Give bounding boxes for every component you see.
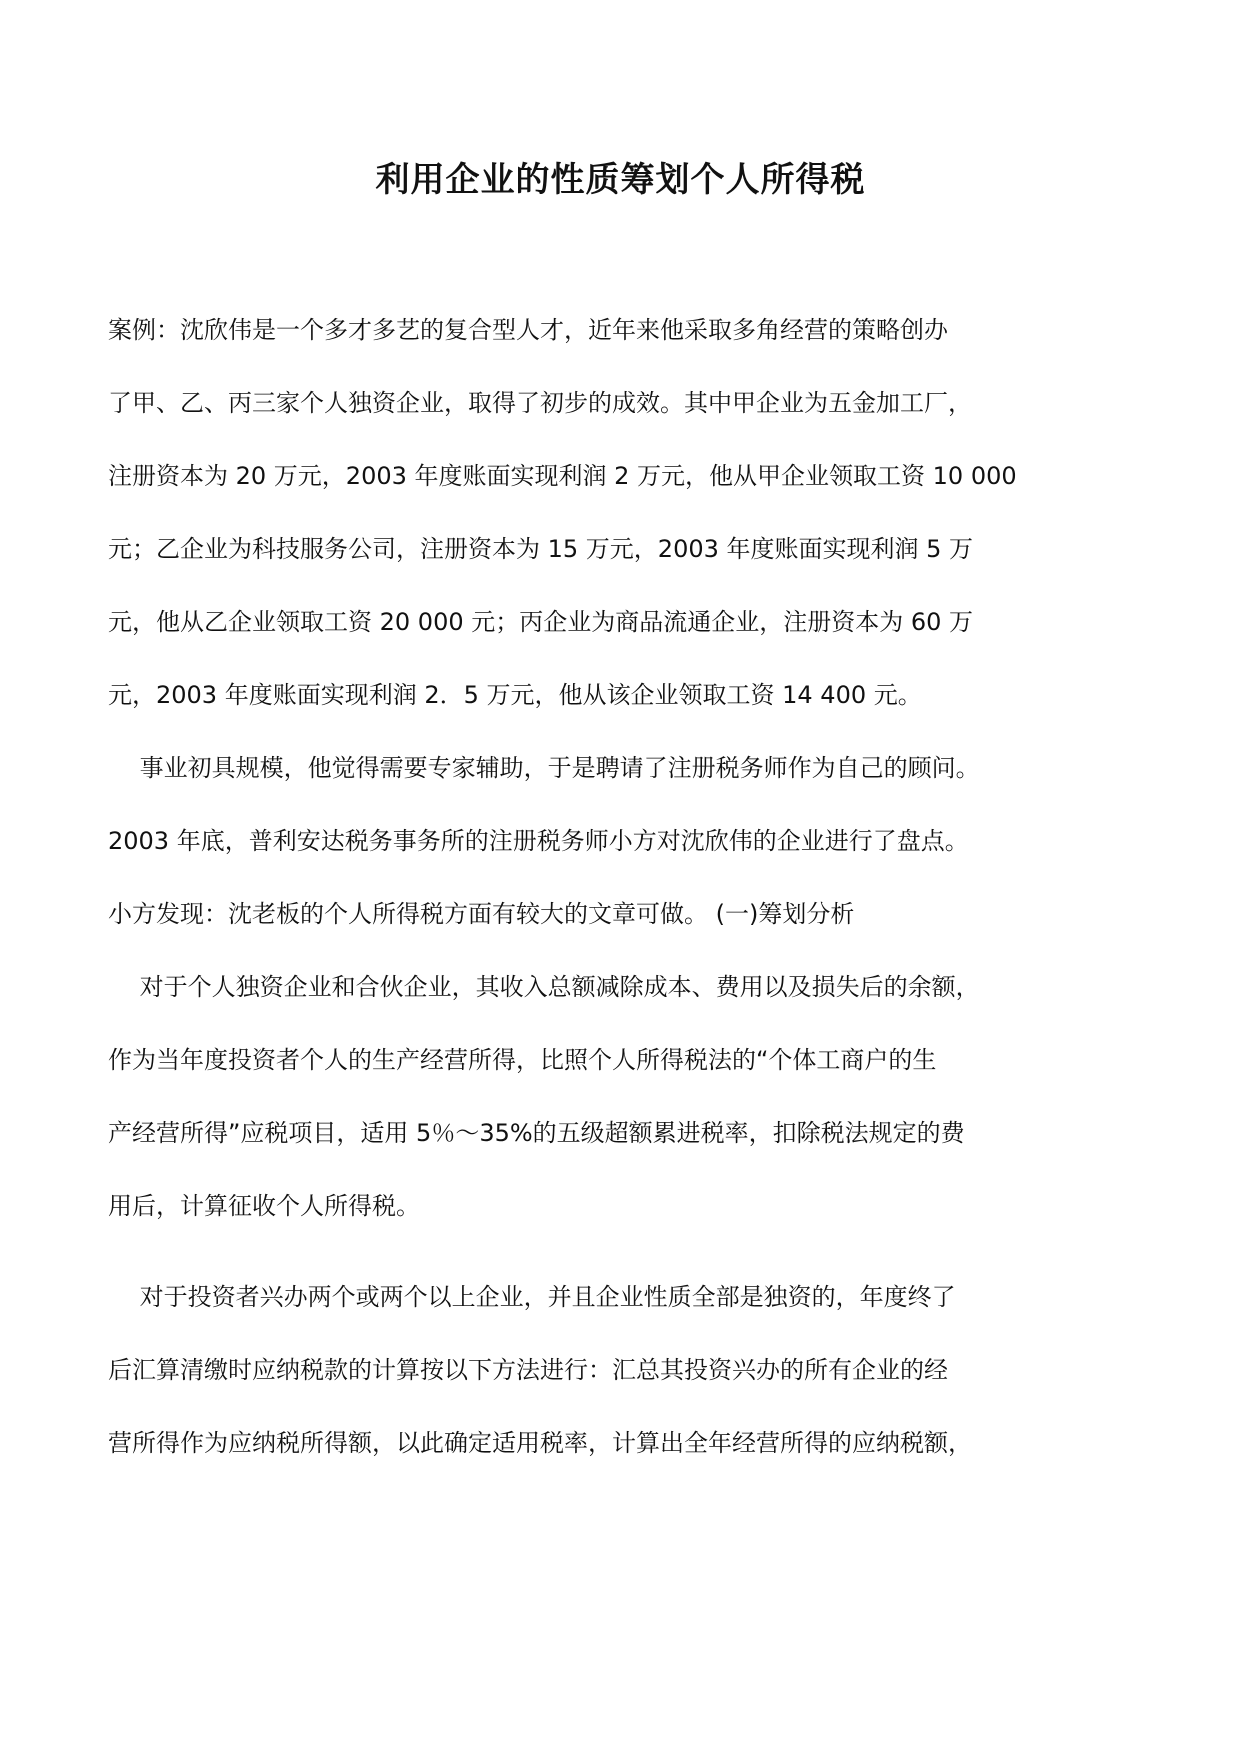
body-line: 元，他从乙企业领取工资 20 000 元；丙企业为商品流通企业，注册资本为 60 万 xyxy=(108,608,974,636)
body-line: 用后，计算征收个人所得税。 xyxy=(108,1192,420,1220)
body-line: 案例：沈欣伟是一个多才多艺的复合型人才，近年来他采取多角经营的策略创办 xyxy=(108,316,948,344)
body-line: 了甲、乙、丙三家个人独资企业，取得了初步的成效。其中甲企业为五金加工厂， xyxy=(108,389,972,417)
body-line: 产经营所得”应税项目，适用 5％～35%的五级超额累进税率，扣除税法规定的费 xyxy=(108,1119,965,1147)
body-line: 对于个人独资企业和合伙企业，其收入总额减除成本、费用以及损失后的余额， xyxy=(108,973,980,1001)
body-line: 营所得作为应纳税所得额，以此确定适用税率，计算出全年经营所得的应纳税额， xyxy=(108,1429,972,1457)
body-line: 元；乙企业为科技服务公司，注册资本为 15 万元，2003 年度账面实现利润 5 万 xyxy=(108,535,974,563)
body-line: 事业初具规模，他觉得需要专家辅助，于是聘请了注册税务师作为自己的顾问。 xyxy=(108,754,980,782)
body-line: 后汇算清缴时应纳税款的计算按以下方法进行：汇总其投资兴办的所有企业的经 xyxy=(108,1356,948,1384)
body-line: 对于投资者兴办两个或两个以上企业，并且企业性质全部是独资的，年度终了 xyxy=(108,1283,956,1311)
body-line: 注册资本为 20 万元，2003 年度账面实现利润 2 万元，他从甲企业领取工资 10 000 xyxy=(108,462,1017,490)
body-line: 2003 年底，普利安达税务事务所的注册税务师小方对沈欣伟的企业进行了盘点。 xyxy=(108,827,969,855)
body-line: 小方发现：沈老板的个人所得税方面有较大的文章可做。 (一)筹划分析 xyxy=(108,900,855,928)
document-title: 利用企业的性质筹划个人所得税 xyxy=(375,160,866,200)
body-line: 元，2003 年度账面实现利润 2．5 万元，他从该企业领取工资 14 400 元。 xyxy=(108,681,922,709)
body-line: 作为当年度投资者个人的生产经营所得，比照个人所得税法的“个体工商户的生 xyxy=(108,1046,937,1074)
